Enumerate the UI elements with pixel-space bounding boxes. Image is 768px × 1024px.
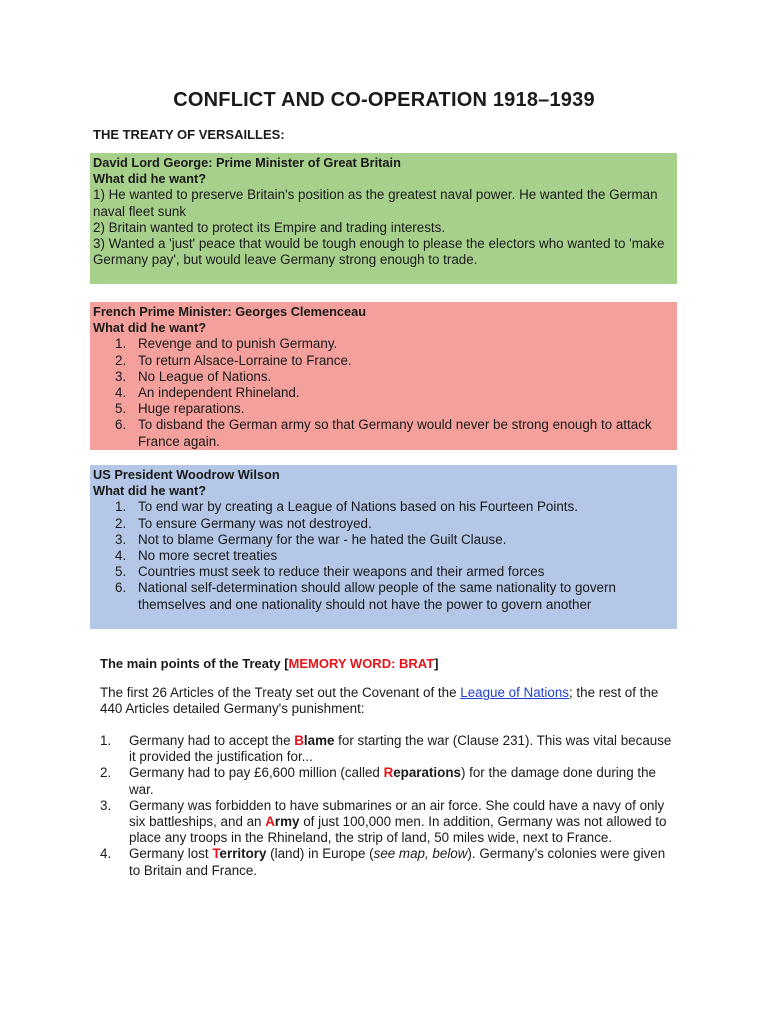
item-text: of just 100,000 men. In addition, Germany was not allowed to place any troops in the Rhineland, the strip of land, 50 miles wide, next to France. <box>129 814 667 846</box>
item-number: 4. <box>100 846 112 862</box>
list-item <box>93 385 673 401</box>
item-text: National self-determination should allow people of the same nationality to govern themselves and one nationality should not have the power to govern another <box>138 580 616 612</box>
list-item <box>93 336 673 352</box>
list-item <box>93 353 673 369</box>
list-item <box>93 417 673 449</box>
memory-word-rest: eparations <box>393 765 461 781</box>
item-number: 4. <box>115 548 127 564</box>
item-number: 5. <box>115 401 127 417</box>
list-item <box>100 765 680 797</box>
item-text: ). Germany’s colonies were given to Britain and France. <box>129 846 666 878</box>
item-number: 5. <box>115 564 127 580</box>
memory-letter: R <box>383 765 394 781</box>
item-number: 3. <box>115 531 127 547</box>
list-item <box>93 532 673 548</box>
item-number: 1. <box>115 336 127 352</box>
item-text: Germany had to pay £6,600 million (called <box>129 765 384 781</box>
intro-text: The first 26 Articles of the Treaty set out the Covenant of the <box>100 685 461 700</box>
lloyd-george-question: What did he want? <box>93 171 207 187</box>
memory-word: MEMORY WORD: BRAT <box>288 656 435 671</box>
heading-text: ] <box>434 656 439 671</box>
item-number: 6. <box>115 417 127 433</box>
lloyd-george-heading: David Lord George: Prime Minister of Great Britain <box>93 155 401 170</box>
list-item <box>93 548 673 564</box>
lloyd-george-line: 2) Britain wanted to protect its Empire and trading interests. <box>93 219 446 235</box>
list-item <box>93 401 673 417</box>
item-number: 3. <box>100 797 112 813</box>
memory-word-rest: lame <box>303 733 335 748</box>
item-number: 6. <box>115 580 127 596</box>
item-text: ) for the damage done during the war. <box>129 765 656 797</box>
wilson-question: What did he want? <box>93 483 207 499</box>
list-item <box>100 798 680 847</box>
item-text: Huge reparations. <box>138 401 245 417</box>
item-text: Countries must seek to reduce their weapons and their armed forces <box>138 564 545 580</box>
memory-letter: A <box>265 814 275 830</box>
item-text: (land) in Europe ( <box>266 846 374 862</box>
memory-word-rest: erritory <box>219 846 267 862</box>
wilson-heading: US President Woodrow Wilson <box>93 467 280 482</box>
league-of-nations-link[interactable]: League of Nations <box>460 685 569 700</box>
item-text: To ensure Germany was not destroyed. <box>138 515 372 531</box>
item-number: 4. <box>115 385 127 401</box>
clemenceau-question: What did he want? <box>93 320 207 336</box>
clemenceau-heading: French Prime Minister: Georges Clemenceau <box>93 304 367 319</box>
clemenceau-box <box>90 302 677 450</box>
wilson-list <box>93 499 673 612</box>
item-text: To end war by creating a League of Nations based on his Fourteen Points. <box>138 499 578 515</box>
item-number: 3. <box>115 368 127 384</box>
treaty-points-list <box>100 733 680 879</box>
item-text: To disband the German army so that Germany would never be strong enough to attack France again. <box>138 417 652 449</box>
list-item <box>93 564 673 580</box>
item-number: 1. <box>100 733 112 748</box>
item-number: 2. <box>115 515 127 531</box>
clemenceau-list <box>93 336 673 449</box>
page-title: CONFLICT AND CO-OPERATION 1918–1939 <box>173 89 595 111</box>
item-text: No League of Nations. <box>138 368 272 384</box>
intro-text: ; the rest of the 440 Articles detailed Germany's punishment: <box>100 685 659 717</box>
memory-letter: T <box>212 846 220 862</box>
item-text: for starting the war (Clause 231). This was vital because it provided the justification for... <box>129 733 672 765</box>
item-text: An independent Rhineland. <box>138 385 300 401</box>
main-points-heading <box>100 656 439 671</box>
section-title: THE TREATY OF VERSAILLES: <box>93 127 285 142</box>
lloyd-george-box <box>90 153 677 284</box>
lloyd-george-line: 1) He wanted to preserve Britain's position as the greatest naval power. He wanted the German naval fleet sunk <box>93 187 658 219</box>
item-number: 1. <box>115 499 127 515</box>
list-item <box>93 499 673 515</box>
item-text: No more secret treaties <box>138 548 278 564</box>
item-text: Germany lost <box>129 846 213 862</box>
list-item <box>100 733 680 765</box>
item-number: 2. <box>115 352 127 368</box>
list-item <box>93 369 673 385</box>
item-text: To return Alsace-Lorraine to France. <box>138 352 352 368</box>
list-item <box>100 846 680 878</box>
item-text: Not to blame Germany for the war - he hated the Guilt Clause. <box>138 531 507 547</box>
item-text: Germany was forbidden to have submarines or an air force. She could have a navy of only six battleships, and an <box>129 797 665 830</box>
intro-paragraph <box>100 685 680 717</box>
wilson-box <box>90 465 677 629</box>
memory-word-rest: rmy <box>274 814 300 830</box>
lloyd-george-line: 3) Wanted a 'just' peace that would be tough enough to please the electors who wanted to 'make Germany pay', but would leave Germany strong enough to trade. <box>93 236 665 268</box>
memory-letter: B <box>294 733 304 748</box>
item-text: Germany had to accept the <box>129 733 295 748</box>
list-item <box>93 516 673 532</box>
heading-text: The main points of the Treaty [ <box>100 656 289 671</box>
item-number: 2. <box>100 765 112 781</box>
list-item <box>93 580 673 612</box>
item-text: Revenge and to punish Germany. <box>138 336 338 352</box>
item-text-italic: see map, below <box>373 846 468 862</box>
